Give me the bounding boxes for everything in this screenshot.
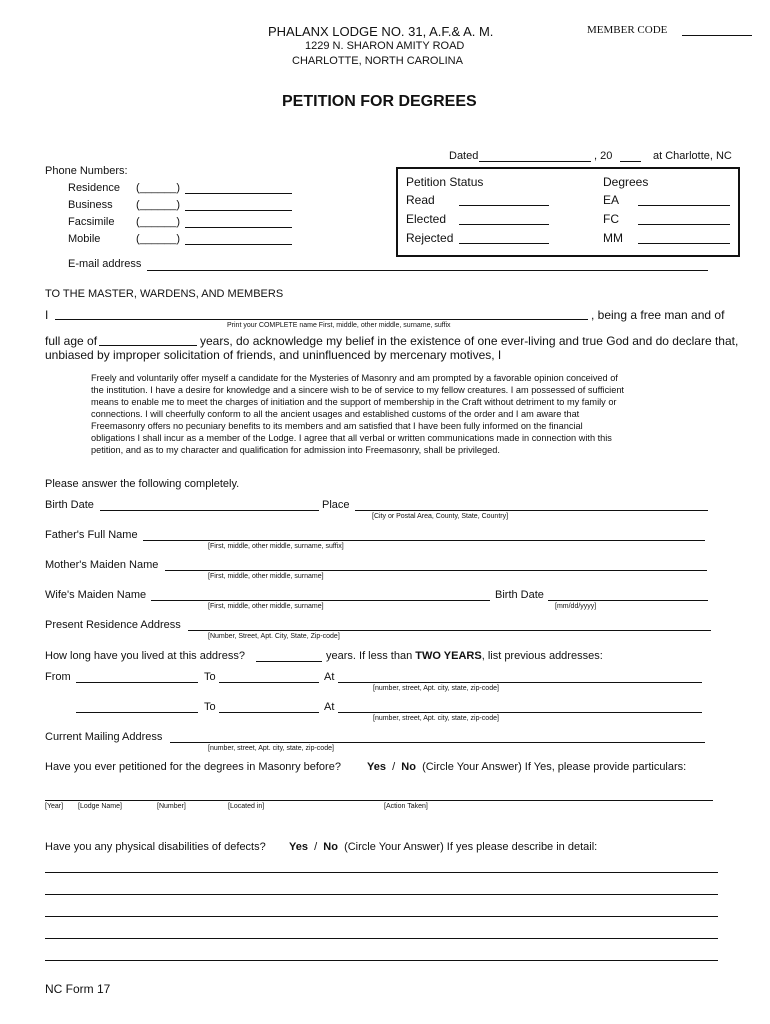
full-name-field[interactable]: [55, 319, 588, 320]
detail-line-5[interactable]: [45, 960, 718, 961]
place-hint: [City or Postal Area, County, State, Country]: [372, 513, 509, 520]
full-name-hint: Print your COMPLETE name First, middle, other middle, surname, suffix: [227, 322, 451, 329]
dated-label: Dated: [449, 150, 479, 162]
mother-field[interactable]: [165, 570, 707, 571]
addr-hint-2: [number, street, Apt. city, state, zip-code]: [373, 715, 499, 722]
intro-full-age: full age of: [45, 334, 98, 348]
petitioned-circle: (Circle Your Answer) If Yes, please provide particulars:: [422, 761, 687, 773]
degree-ea-field[interactable]: [638, 205, 730, 206]
page-title: PETITION FOR DEGREES: [282, 93, 477, 110]
phone-facsimile-area[interactable]: (______): [136, 216, 181, 228]
father-hint: [First, middle, other middle, surname, suffix]: [208, 543, 344, 550]
salutation: TO THE MASTER, WARDENS, AND MEMBERS: [45, 288, 284, 300]
degree-fc-label: FC: [603, 212, 619, 226]
years-if-text: [326, 650, 603, 662]
wife-hint: [First, middle, other middle, surname]: [208, 603, 324, 610]
status-elected-field[interactable]: [459, 224, 549, 225]
status-read-field[interactable]: [459, 205, 549, 206]
how-long-field[interactable]: [256, 661, 322, 662]
from-field-2[interactable]: [76, 712, 198, 713]
phone-residence-field[interactable]: [185, 193, 292, 194]
wife-birth-field[interactable]: [548, 600, 708, 601]
phone-mobile-field[interactable]: [185, 244, 292, 245]
place-field[interactable]: [355, 510, 708, 511]
wife-field[interactable]: [151, 600, 490, 601]
petitioned-label: Have you ever petitioned for the degrees in Masonry before?: [45, 761, 341, 773]
detail-line-3[interactable]: [45, 916, 718, 917]
petitioned-slash: /: [392, 761, 396, 773]
petitioned-no[interactable]: No: [401, 761, 416, 773]
phone-residence-area[interactable]: (______): [136, 182, 181, 194]
disabilities-yes[interactable]: Yes: [289, 841, 308, 853]
residence-hint: [Number, Street, Apt. City, State, Zip-code]: [208, 633, 340, 640]
intro-free-man: , being a free man and of: [591, 308, 725, 322]
at-label-1: At: [324, 671, 335, 683]
col-number: [Number]: [157, 803, 186, 810]
email-field[interactable]: [147, 270, 708, 271]
declaration-line: means to enable me to meet the charges of initiation and the support of membership in the Craft without detriment to my family or: [91, 397, 617, 407]
phone-facsimile-label: Facsimile: [68, 216, 115, 228]
mailing-hint: [number, street, Apt. city, state, zip-code]: [208, 745, 334, 752]
detail-line-2[interactable]: [45, 894, 718, 895]
col-lodge-name: [Lodge Name]: [78, 803, 122, 810]
declaration-line: Freely and voluntarily offer myself a candidate for the Mysteries of Masonry and am prompted by a favorable opinion conceived of: [91, 373, 618, 383]
phone-business-label: Business: [68, 199, 113, 211]
declaration-paragraph: [91, 372, 681, 456]
dated-year-prefix: , 20: [594, 150, 613, 162]
petitioned-answer: [367, 761, 686, 773]
lodge-address: 1229 N. SHARON AMITY ROAD: [305, 40, 465, 52]
birth-date-field[interactable]: [100, 510, 319, 511]
to-label-2: To: [204, 701, 216, 713]
dated-location: at Charlotte, NC: [653, 150, 732, 162]
col-action-taken: [Action Taken]: [384, 803, 428, 810]
mother-label: Mother's Maiden Name: [45, 559, 159, 571]
degrees-heading: Degrees: [603, 175, 649, 189]
at-field-2[interactable]: [338, 712, 702, 713]
status-read-label: Read: [406, 193, 435, 207]
age-field[interactable]: [99, 345, 197, 346]
to-label-1: To: [204, 671, 216, 683]
dated-year-field[interactable]: [620, 161, 641, 162]
phone-mobile-area[interactable]: (______): [136, 233, 181, 245]
declaration-line: the institution. I have a desire for knowledge and a sincere wish to be of service to my fellow creatures. I am possessed of sufficient: [91, 385, 624, 395]
birth-date-label: Birth Date: [45, 499, 94, 511]
declaration-line: Freemasonry offers no pecuniary benefits to its members and am satisfied that I have been fully informed on the financial: [91, 421, 583, 431]
status-rejected-label: Rejected: [406, 231, 454, 245]
father-label: Father's Full Name: [45, 529, 138, 541]
phone-residence-label: Residence: [68, 182, 120, 194]
intro-years-text: years, do acknowledge my belief in the existence of one ever-living and true God and do declare that,: [200, 334, 739, 348]
mother-hint: [First, middle, other middle, surname]: [208, 573, 324, 580]
disabilities-answer: [289, 841, 597, 853]
list-prev-label: , list previous addresses:: [481, 650, 603, 662]
to-field-1[interactable]: [219, 682, 319, 683]
from-field-1[interactable]: [76, 682, 198, 683]
phone-mobile-label: Mobile: [68, 233, 101, 245]
phone-business-area[interactable]: (______): [136, 199, 181, 211]
place-label: Place: [322, 499, 350, 511]
wife-birth-hint: [mm/dd/yyyy]: [555, 603, 597, 610]
wife-birth-label: Birth Date: [495, 589, 544, 601]
from-label: From: [45, 671, 71, 683]
addr-hint-1: [number, street, Apt. city, state, zip-code]: [373, 685, 499, 692]
disabilities-slash: /: [314, 841, 318, 853]
lodge-city: CHARLOTTE, NORTH CAROLINA: [292, 55, 463, 67]
detail-line-1[interactable]: [45, 872, 718, 873]
disabilities-circle: (Circle Your Answer) If yes please describe in detail:: [344, 841, 598, 853]
member-code-field[interactable]: [682, 35, 752, 36]
member-code-label: MEMBER CODE: [587, 24, 668, 36]
declaration-line: connections. I will cheerfully conform to all the ancient usages and established customs of the order and I am aware that: [91, 409, 580, 419]
form-number: NC Form 17: [45, 982, 111, 996]
wife-label: Wife's Maiden Name: [45, 589, 147, 601]
father-field[interactable]: [143, 540, 705, 541]
degree-fc-field[interactable]: [638, 224, 730, 225]
at-field-1[interactable]: [338, 682, 702, 683]
degree-mm-field[interactable]: [638, 243, 730, 244]
email-label: E-mail address: [68, 258, 142, 270]
mailing-label: Current Mailing Address: [45, 731, 163, 743]
lodge-name: PHALANX LODGE NO. 31, A.F.& A. M.: [268, 24, 494, 39]
col-located-in: [Located in]: [228, 803, 265, 810]
years-if-label: years. If less than: [326, 650, 413, 662]
degree-ea-label: EA: [603, 193, 620, 207]
intro-i: I: [45, 308, 49, 322]
disabilities-label: Have you any physical disabilities of defects?: [45, 841, 266, 853]
phone-facsimile-field[interactable]: [185, 227, 292, 228]
two-years-label: TWO YEARS: [415, 650, 482, 662]
declaration-line: obligations I shall incur as a member of the Lodge. I agree that all verbal or written communications made in connection with this: [91, 433, 612, 443]
residence-label: Present Residence Address: [45, 619, 181, 631]
at-label-2: At: [324, 701, 335, 713]
phone-heading: Phone Numbers:: [45, 165, 128, 177]
mailing-field[interactable]: [170, 742, 705, 743]
phone-business-field[interactable]: [185, 210, 292, 211]
detail-line-4[interactable]: [45, 938, 718, 939]
how-long-label: How long have you lived at this address?: [45, 650, 245, 662]
questions-intro: Please answer the following completely.: [45, 478, 240, 490]
dated-field[interactable]: [479, 161, 591, 162]
petitioned-yes[interactable]: Yes: [367, 761, 386, 773]
to-field-2[interactable]: [219, 712, 319, 713]
col-year: [Year]: [45, 803, 64, 810]
petition-status-heading: Petition Status: [406, 175, 484, 189]
particulars-field[interactable]: [45, 800, 713, 801]
degree-mm-label: MM: [603, 231, 623, 245]
intro-unbiased: unbiased by improper solicitation of friends, and uninfluenced by mercenary motives, I: [45, 348, 502, 362]
status-elected-label: Elected: [406, 212, 447, 226]
residence-field[interactable]: [188, 630, 711, 631]
disabilities-no[interactable]: No: [323, 841, 338, 853]
status-rejected-field[interactable]: [459, 243, 549, 244]
declaration-line: petition, and as to my character and qualification for admission into Freemasonry, shall be privileged.: [91, 445, 500, 455]
